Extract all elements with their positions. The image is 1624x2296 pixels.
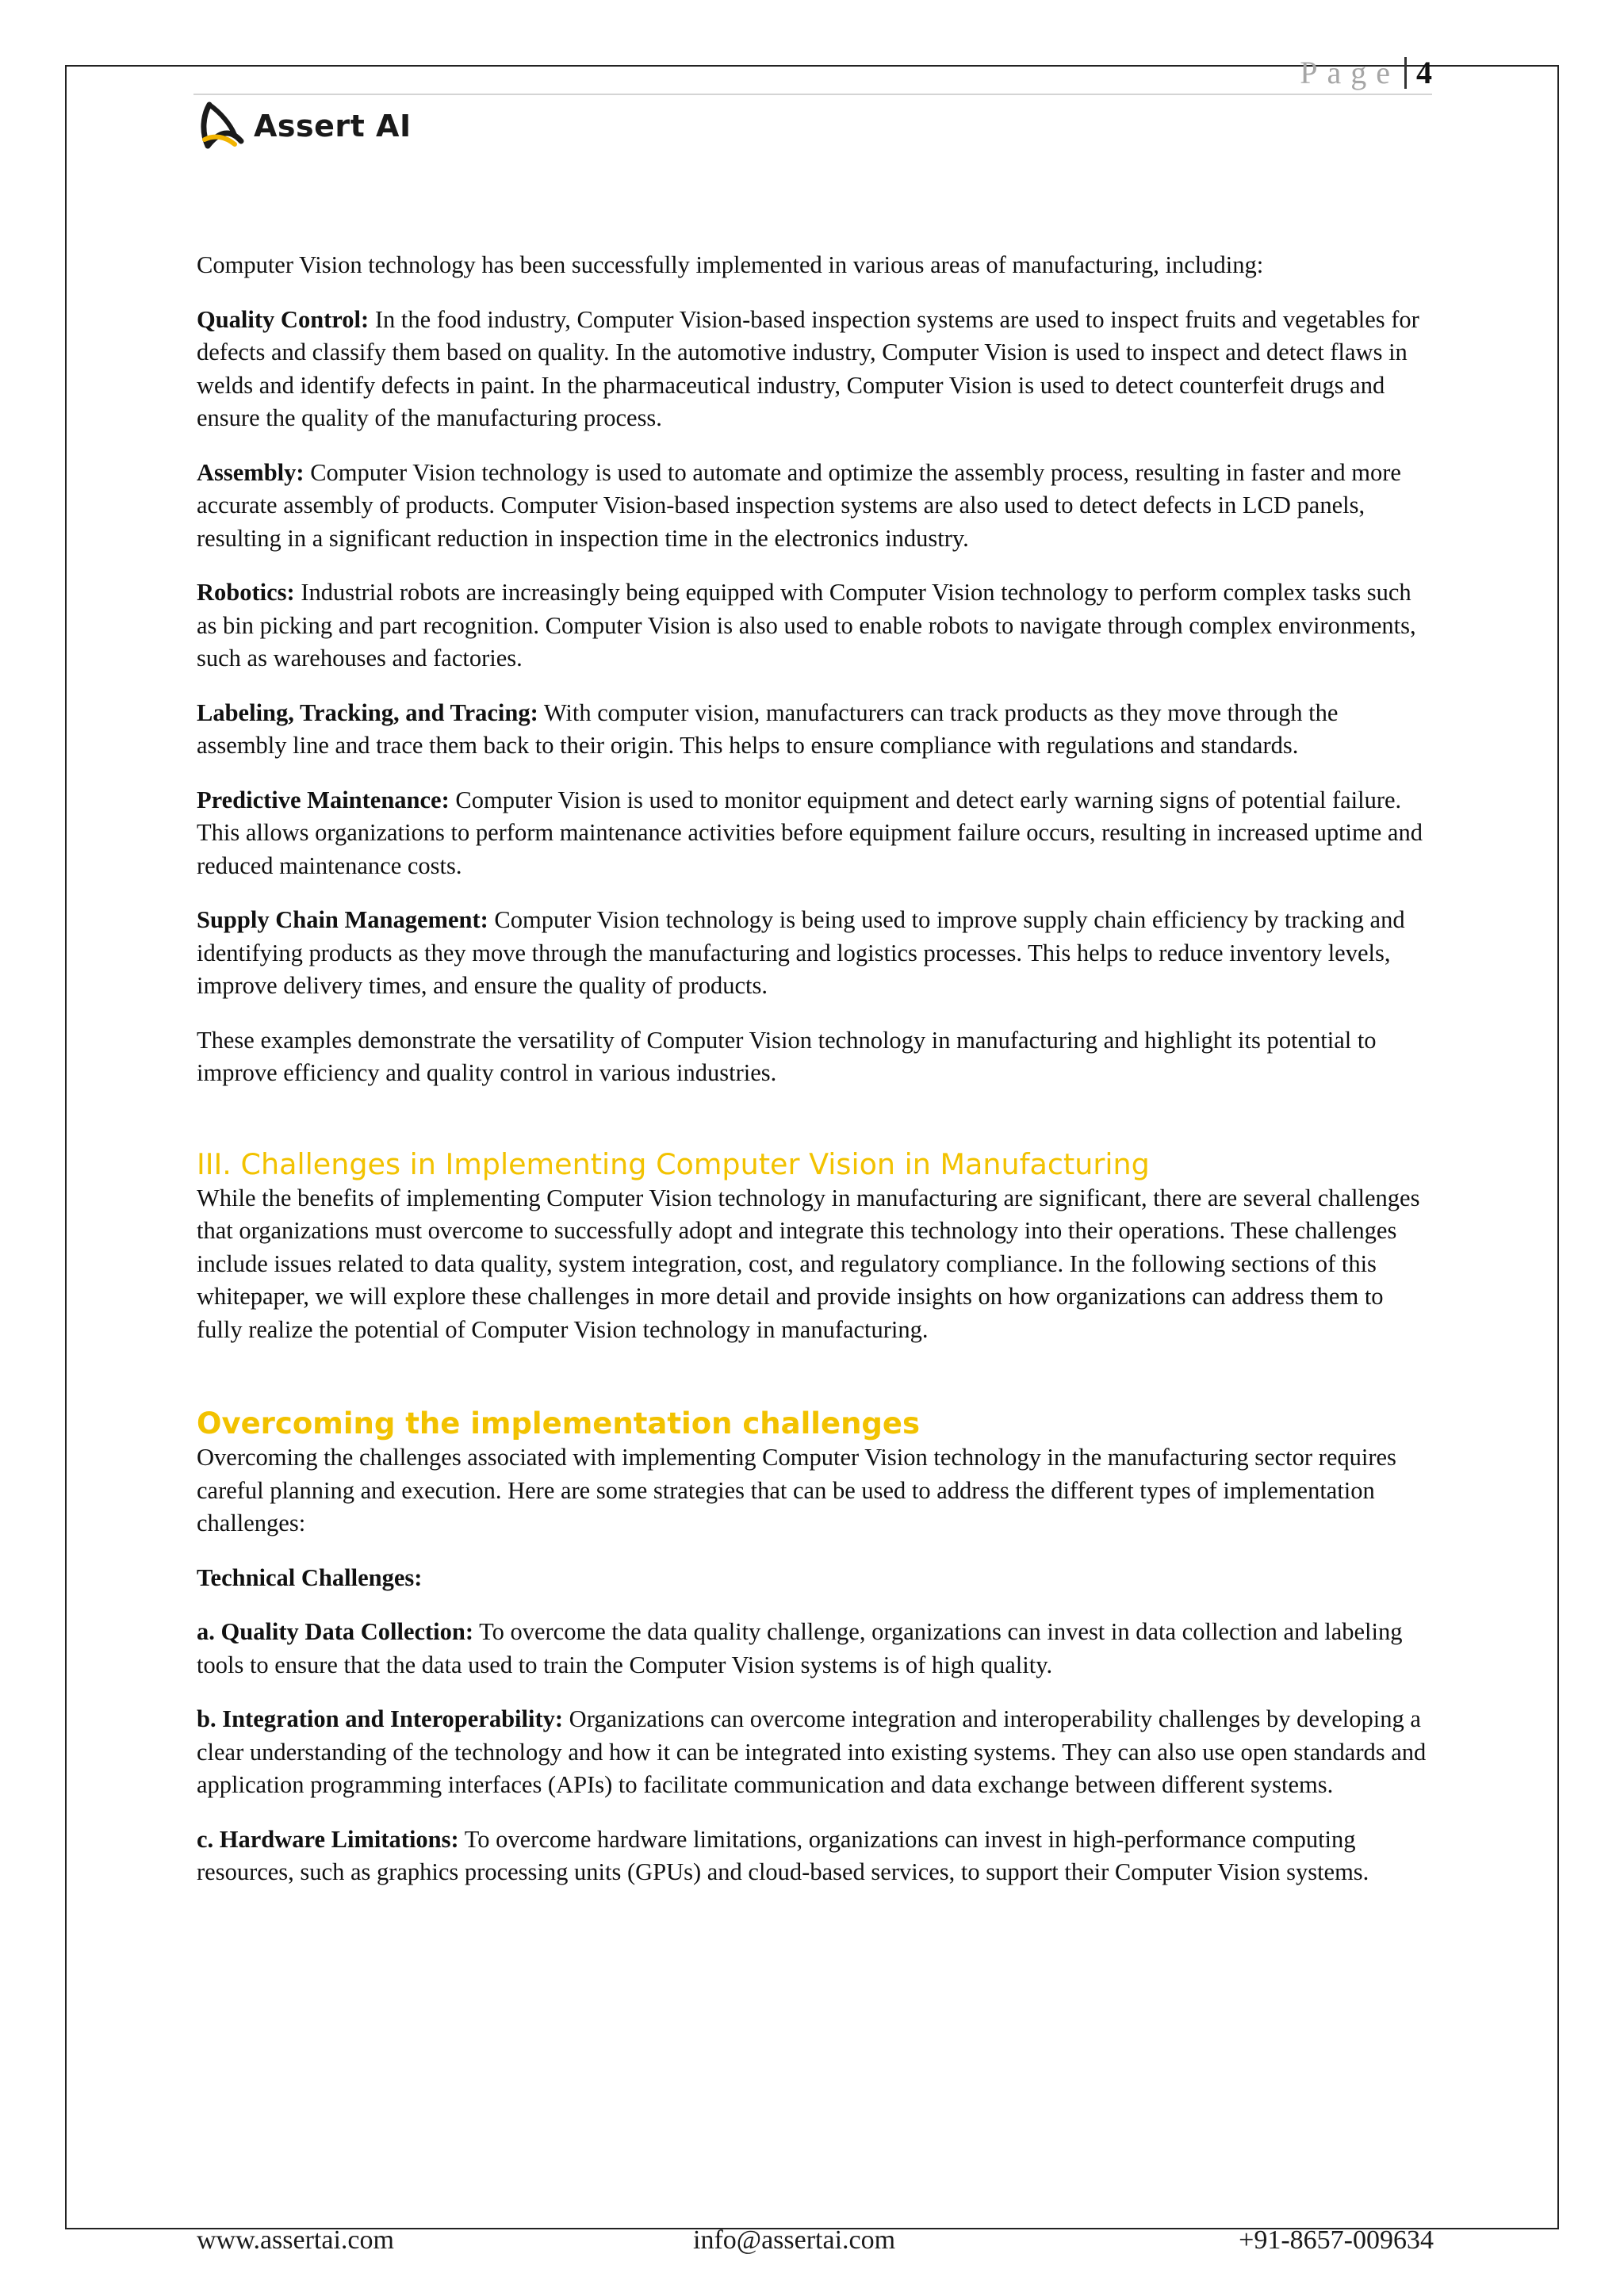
company-logo <box>198 98 412 154</box>
header-rule <box>193 94 1432 95</box>
application-term: Predictive Maintenance: <box>197 786 450 813</box>
application-paragraph <box>197 784 1434 883</box>
assert-ai-logo-icon <box>198 100 247 152</box>
strategy-term: b. Integration and Interoperability: <box>197 1705 564 1732</box>
page-footer <box>197 2223 1434 2258</box>
subsection-heading: Overcoming the implementation challenges <box>197 1406 921 1441</box>
logo-text: Assert AI <box>254 109 412 144</box>
conclusion-paragraph: These examples demonstrate the versatility of Computer Vision technology in manufacturing and highlight its potential to improve efficiency and quality control in various industries. <box>197 1026 1377 1086</box>
application-text: Computer Vision technology is being used to improve supply chain efficiency by tracking and identifying products as they move through the manufacturing and logistics processes. This helps to reduce inventory levels, improve delivery times, and ensure the quality of products. <box>197 906 1405 999</box>
page-number-separator <box>1404 57 1407 89</box>
subsection-paragraph: Overcoming the challenges associated with implementing Computer Vision technology in the manufacturing sector requires careful planning and execution. Here are some strategies that can be used to address the different types of implementation challenges: <box>197 1444 1396 1536</box>
page-number-indicator <box>1300 54 1432 92</box>
application-paragraph <box>197 304 1434 435</box>
footer-website: www.assertai.com <box>197 2225 394 2255</box>
technical-challenges-heading <box>197 1562 1434 1595</box>
page-number: 4 <box>1416 55 1432 90</box>
strategy-text: To overcome the data quality challenge, organizations can invest in data collection and labeling tools to ensure that the data used to train the Computer Vision systems is of high quality. <box>197 1618 1403 1678</box>
technical-challenges-label: Technical Challenges: <box>197 1563 423 1591</box>
application-paragraph <box>197 576 1434 675</box>
footer-phone: +91-8657-009634 <box>1239 2225 1434 2255</box>
application-term: Assembly: <box>197 458 304 486</box>
application-text: Computer Vision is used to monitor equipment and detect early warning signs of potential failure. This allows organizations to perform maintenance activities before equipment failure occurs, resulting in increased uptime and reduced maintenance costs. <box>197 786 1423 879</box>
page-label: Page <box>1300 55 1400 90</box>
section-heading: III. Challenges in Implementing Computer Vision in Manufacturing <box>197 1146 1150 1181</box>
application-text: In the food industry, Computer Vision-based inspection systems are used to inspect fruits and vegetables for defects and classify them based on quality. In the automotive industry, Computer Vision is used to inspect and detect flaws in welds and identify defects in paint. In the pharmaceutical industry, Computer Vision is used to detect counterfeit drugs and ensure the quality of the manufacturing process. <box>197 305 1419 431</box>
intro-paragraph: Computer Vision technology has been successfully implemented in various areas of manufacturing, including: <box>197 251 1264 278</box>
application-text: Computer Vision technology is used to automate and optimize the assembly process, resulting in faster and more accurate assembly of products. Computer Vision-based inspection systems are also used to detect defects in LCD panels, resulting in a significant reduction in inspection time in the electronics industry. <box>197 458 1401 552</box>
page-content <box>197 249 1434 1911</box>
application-paragraph <box>197 457 1434 556</box>
footer-email: info@assertai.com <box>693 2225 896 2255</box>
strategy-item <box>197 1823 1434 1889</box>
application-text: Industrial robots are increasingly being equipped with Computer Vision technology to perform complex tasks such as bin picking and part recognition. Computer Vision is also used to enable robots to navigate through complex environments, such as warehouses and factories. <box>197 579 1416 672</box>
application-term: Supply Chain Management: <box>197 906 488 933</box>
application-term: Quality Control: <box>197 305 370 333</box>
application-paragraph <box>197 904 1434 1003</box>
application-term: Robotics: <box>197 579 295 606</box>
strategy-term: a. Quality Data Collection: <box>197 1618 474 1645</box>
strategy-text: To overcome hardware limitations, organizations can invest in high-performance computing resources, such as graphics processing units (GPUs) and cloud-based services, to support their Computer Vision systems. <box>197 1825 1369 1885</box>
strategy-term: c. Hardware Limitations: <box>197 1825 459 1853</box>
application-paragraph <box>197 697 1434 763</box>
application-text: With computer vision, manufacturers can track products as they move through the assembly line and trace them back to their origin. This helps to ensure compliance with regulations and standards. <box>197 698 1339 759</box>
strategy-item <box>197 1616 1434 1682</box>
section-paragraph: While the benefits of implementing Computer Vision technology in manufacturing are significant, there are several challenges that organizations must overcome to successfully adopt and integrate this technology into their operations. These challenges include issues related to data quality, system integration, cost, and regulatory compliance. In the following sections of this whitepaper, we will explore these challenges in more detail and provide insights on how organizations can address them to fully realize the potential of Computer Vision technology in manufacturing. <box>197 1184 1420 1343</box>
application-term: Labeling, Tracking, and Tracing: <box>197 698 538 726</box>
strategy-text: Organizations can overcome integration and interoperability challenges by developing a clear understanding of the technology and how it can be integrated into existing systems. They can also use open standards and application programming interfaces (APIs) to facilitate communication and data exchange between different systems. <box>197 1705 1427 1798</box>
strategy-item <box>197 1703 1434 1802</box>
